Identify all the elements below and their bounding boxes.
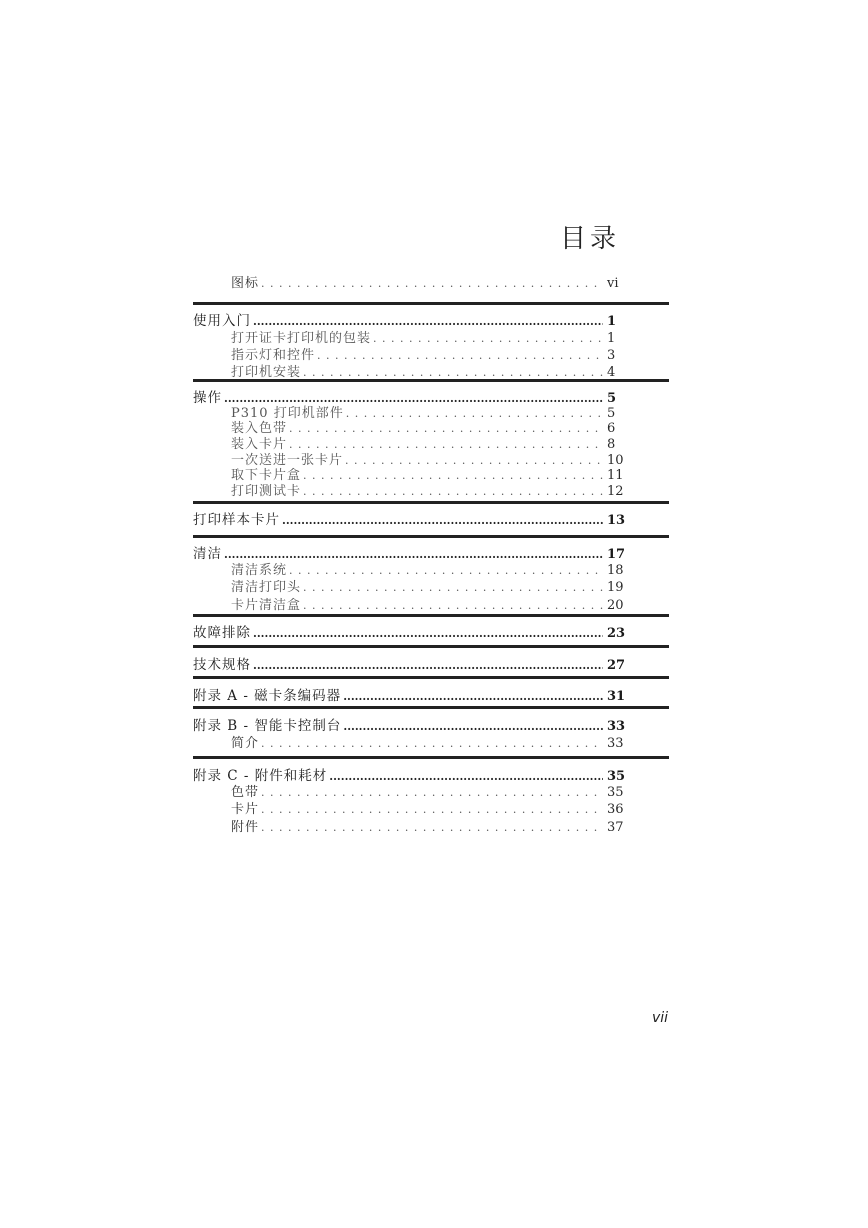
toc-entry-page: 33 (607, 736, 624, 751)
dot-leader (253, 659, 603, 672)
toc-entry-label: 附件 (231, 820, 260, 835)
toc-section-icons (193, 270, 669, 302)
dot-leader (303, 366, 603, 379)
toc-section-getting-started (193, 302, 669, 379)
toc-chapter-page: 13 (607, 513, 626, 528)
toc-section-appendix-a (193, 676, 669, 706)
toc-chapter-entry[interactable] (193, 653, 669, 673)
dot-leader (303, 581, 603, 594)
table-of-contents (193, 270, 669, 837)
page-number: vii (652, 1010, 669, 1026)
toc-chapter-entry[interactable] (193, 386, 669, 406)
dot-leader (261, 737, 603, 750)
dot-leader (261, 803, 603, 816)
toc-entry-page: 20 (607, 598, 624, 613)
toc-section-troubleshooting (193, 614, 669, 645)
toc-entry-label: 打印机安装 (231, 365, 302, 380)
toc-entry-page: 8 (607, 437, 616, 452)
toc-entry-page: vi (607, 276, 619, 291)
dot-leader (282, 514, 603, 527)
toc-entry[interactable] (193, 464, 669, 483)
toc-entry[interactable] (193, 594, 669, 613)
toc-chapter-entry[interactable] (193, 508, 669, 528)
toc-section-operation (193, 379, 669, 501)
toc-entry-page: 11 (607, 468, 624, 483)
toc-entry[interactable] (193, 798, 669, 817)
toc-entry[interactable] (193, 449, 669, 468)
dot-leader (303, 599, 603, 612)
toc-section-cleaning (193, 535, 669, 614)
toc-entry[interactable] (193, 732, 669, 751)
toc-entry[interactable] (193, 344, 669, 363)
toc-section-specifications (193, 645, 669, 676)
toc-section-appendix-c (193, 756, 669, 837)
toc-chapter-label: 操作 (193, 390, 222, 406)
toc-entry[interactable] (193, 480, 669, 499)
toc-chapter-label: 清洁 (193, 546, 222, 562)
dot-leader (261, 277, 603, 290)
dot-leader (303, 485, 603, 498)
toc-chapter-page: 17 (607, 547, 626, 562)
toc-chapter-entry[interactable] (193, 621, 669, 641)
toc-entry-page: 6 (607, 421, 616, 436)
toc-chapter-page: 35 (607, 769, 626, 784)
toc-chapter-entry[interactable] (193, 684, 669, 704)
toc-entry-label: 清洁打印头 (231, 580, 302, 595)
toc-entry-page: 5 (607, 406, 616, 421)
toc-entry[interactable] (193, 816, 669, 835)
toc-entry-label: 卡片 (231, 802, 260, 817)
dot-leader (343, 690, 603, 703)
toc-section-appendix-b (193, 706, 669, 756)
toc-entry-page: 35 (607, 785, 624, 800)
dot-leader (261, 821, 603, 834)
toc-entry[interactable] (193, 417, 669, 436)
toc-entry-label: 打开证卡打印机的包装 (231, 331, 372, 346)
toc-chapter-page: 33 (607, 719, 626, 734)
toc-chapter-entry[interactable] (193, 542, 669, 562)
toc-entry[interactable] (193, 576, 669, 595)
toc-section-print-sample (193, 501, 669, 535)
toc-entry-label: 打印测试卡 (231, 484, 302, 499)
toc-entry-label: 指示灯和控件 (231, 348, 316, 363)
toc-chapter-page: 1 (607, 314, 617, 329)
toc-entry-page: 4 (607, 365, 616, 380)
toc-entry[interactable] (193, 272, 669, 291)
toc-entry-page: 12 (607, 484, 624, 499)
toc-entry[interactable] (193, 361, 669, 380)
toc-entry-label: 装入色带 (231, 421, 288, 436)
toc-chapter-label: 附录 A - 磁卡条编码器 (193, 688, 342, 704)
toc-chapter-label: 故障排除 (193, 625, 251, 641)
toc-entry-label: 简介 (231, 736, 260, 751)
toc-chapter-entry[interactable] (193, 714, 669, 734)
toc-entry-label: P310 打印机部件 (231, 406, 344, 421)
toc-entry-page: 19 (607, 580, 624, 595)
toc-entry-label: 色带 (231, 785, 260, 800)
toc-entry[interactable] (193, 433, 669, 452)
toc-entry[interactable] (193, 781, 669, 800)
toc-entry-page: 37 (607, 820, 624, 835)
toc-entry-page: 3 (607, 348, 616, 363)
toc-chapter-label: 附录 C - 附件和耗材 (193, 768, 328, 784)
toc-entry-page: 1 (607, 331, 616, 346)
toc-entry-page: 18 (607, 563, 624, 578)
toc-chapter-page: 31 (607, 689, 626, 704)
dot-leader (253, 627, 603, 640)
toc-entry[interactable] (193, 559, 669, 578)
toc-chapter-label: 附录 B - 智能卡控制台 (193, 718, 342, 734)
toc-entry[interactable] (193, 402, 669, 421)
toc-entry-label: 卡片清洁盒 (231, 598, 302, 613)
toc-entry-label: 取下卡片盒 (231, 468, 302, 483)
toc-chapter-page: 23 (607, 626, 626, 641)
toc-entry-label: 清洁系统 (231, 563, 288, 578)
toc-chapter-entry[interactable] (193, 309, 669, 329)
toc-entry-label: 一次送进一张卡片 (231, 453, 344, 468)
toc-chapter-label: 使用入门 (193, 313, 251, 329)
toc-entry[interactable] (193, 327, 669, 346)
toc-entry-page: 36 (607, 802, 624, 817)
toc-chapter-entry[interactable] (193, 764, 669, 784)
page-title: 目录 (560, 224, 621, 254)
toc-entry-page: 10 (607, 453, 624, 468)
toc-chapter-label: 技术规格 (193, 657, 251, 673)
toc-entry-label: 装入卡片 (231, 437, 288, 452)
toc-chapter-page: 5 (607, 391, 617, 406)
toc-chapter-page: 27 (607, 658, 626, 673)
toc-entry-label: 图标 (231, 276, 260, 291)
toc-chapter-label: 打印样本卡片 (193, 512, 280, 528)
